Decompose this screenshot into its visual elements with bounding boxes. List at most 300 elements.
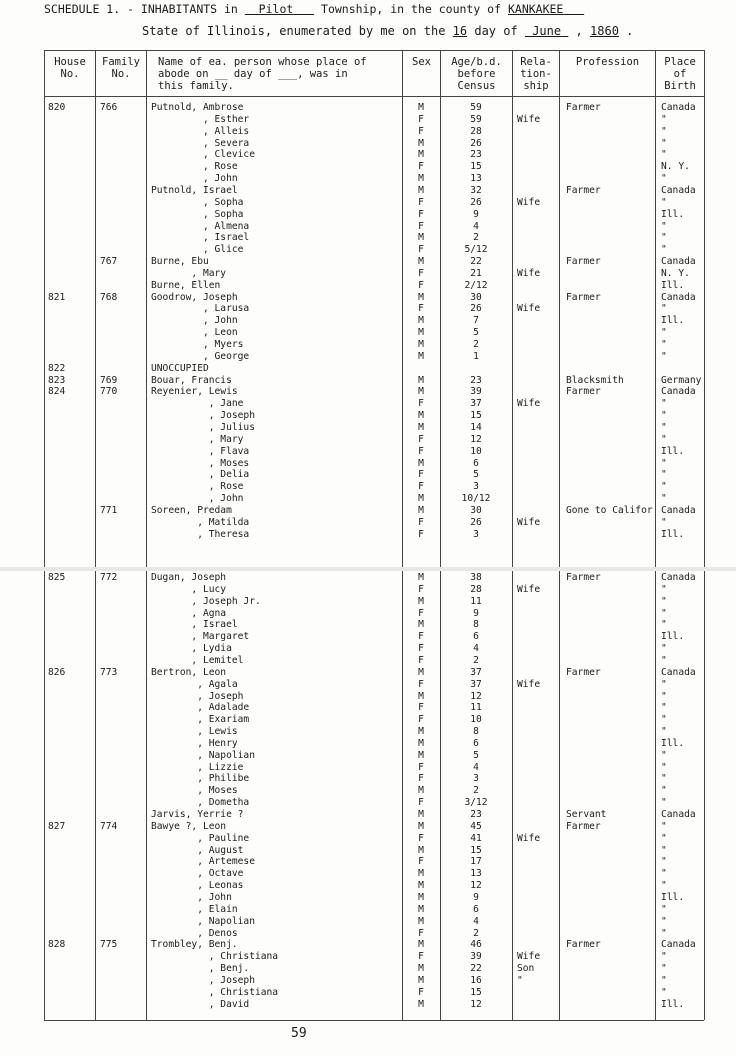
birthplace-value: " [661, 903, 667, 915]
enumeration-line: State of Illinois, enumerated by me on the 16 day of June , 1860 . [142, 24, 634, 38]
person-name: , Margaret [151, 631, 250, 643]
sex-value: M [418, 493, 424, 505]
person-name: , Lemitel [151, 654, 244, 666]
sex-value: F [418, 832, 424, 844]
col-header-name: Name of ea. person whose place of abode on __ day of ___, was in this family. [158, 56, 367, 92]
person-name: , Alleis [151, 125, 250, 137]
sex-value: M [418, 102, 424, 113]
birthplace-value: Canada [661, 386, 696, 398]
sex-value: M [418, 350, 424, 362]
month-value: June [532, 24, 562, 38]
age-value: 5 [473, 749, 479, 761]
family-number: 775 [100, 939, 118, 951]
birthplace-value: Ill. [661, 998, 685, 1010]
sex-value: F [418, 927, 424, 939]
day-value: 16 [452, 24, 468, 38]
relationship-value: Wife [517, 832, 541, 844]
birthplace-value: " [661, 137, 667, 149]
birthplace-value: Canada [661, 291, 696, 303]
relationship-value: Wife [517, 951, 541, 963]
birthplace-value: " [661, 469, 667, 481]
birthplace-value: " [661, 196, 667, 208]
age-value: 59 [470, 113, 482, 125]
col-line [146, 50, 147, 1020]
person-name: , John [151, 315, 238, 327]
age-value: 13 [470, 868, 482, 880]
year-value: 1860 [590, 24, 619, 38]
birthplace-value: " [661, 690, 667, 702]
col-line [95, 50, 96, 1020]
person-name: , David [151, 998, 250, 1010]
sex-value: F [418, 583, 424, 595]
birthplace-value: " [661, 974, 667, 986]
family-number: 773 [100, 666, 118, 678]
person-name: , Flava [151, 445, 250, 457]
birthplace-value: Ill. [661, 208, 685, 220]
sex-value: M [418, 809, 424, 820]
header-divider [44, 96, 704, 97]
relationship-value: " [517, 974, 523, 986]
sex-value: F [418, 607, 424, 619]
sex-value: M [418, 386, 424, 398]
birthplace-value: " [661, 702, 667, 714]
birthplace-value: " [661, 963, 667, 975]
age-value: 6 [473, 737, 479, 749]
sex-value: M [418, 737, 424, 749]
relationship-value: Wife [517, 516, 541, 528]
birthplace-value: " [661, 761, 667, 773]
person-name: , Sopha [151, 196, 244, 208]
age-value: 5 [473, 469, 479, 481]
person-name: , Pauline [151, 832, 250, 844]
person-name: , Lydia [151, 643, 232, 655]
birthplace-value: " [661, 749, 667, 761]
age-value: 37 [470, 398, 482, 410]
sex-value: M [418, 256, 424, 268]
sex-value: F [418, 702, 424, 714]
age-value: 2/12 [464, 279, 488, 291]
sex-value: F [418, 797, 424, 809]
person-name: , Esther [151, 113, 250, 125]
age-value: 39 [470, 951, 482, 963]
age-value: 26 [470, 137, 482, 149]
sex-value: F [418, 445, 424, 457]
birthplace-value: N. Y. [661, 267, 690, 279]
sex-value: F [418, 469, 424, 481]
col-line [655, 50, 656, 1020]
age-value: 8 [473, 726, 479, 738]
person-name: , Julius [151, 421, 255, 433]
table-bottom-border [44, 1020, 704, 1021]
profession-value: Farmer [566, 820, 601, 832]
birthplace-value: " [661, 820, 667, 832]
sex-value: M [418, 137, 424, 149]
sex-value: F [418, 113, 424, 125]
age-value: 11 [470, 702, 482, 714]
birthplace-value: Canada [661, 572, 696, 583]
person-name: , Rose [151, 161, 238, 173]
person-name: , Lizzie [151, 761, 244, 773]
person-name: Burne, Ebu [151, 256, 209, 268]
person-name: , Denos [151, 927, 238, 939]
birthplace-value: " [661, 773, 667, 785]
age-value: 2 [473, 654, 479, 666]
sex-value: F [418, 481, 424, 493]
birthplace-value: " [661, 481, 667, 493]
sex-value: M [418, 410, 424, 422]
family-number: 767 [100, 256, 118, 268]
person-name: , Agala [151, 678, 238, 690]
person-name: Jarvis, Yerrie ? [151, 809, 244, 820]
age-value: 26 [470, 303, 482, 315]
person-name: , Elain [151, 903, 238, 915]
birthplace-value: " [661, 726, 667, 738]
birthplace-value: " [661, 244, 667, 256]
person-name: , August [151, 844, 244, 856]
age-value: 26 [470, 196, 482, 208]
sex-value: F [418, 208, 424, 220]
birthplace-value: Ill. [661, 891, 685, 903]
sex-value: M [418, 785, 424, 797]
birthplace-value: " [661, 844, 667, 856]
age-value: 30 [470, 291, 482, 303]
person-name: , Joseph Jr. [151, 595, 261, 607]
sex-value: M [418, 291, 424, 303]
sex-value: M [418, 421, 424, 433]
person-name: , Joseph [151, 690, 244, 702]
age-value: 39 [470, 386, 482, 398]
age-value: 3 [473, 773, 479, 785]
person-name: , Lewis [151, 726, 238, 738]
person-name: , Octave [151, 868, 244, 880]
birthplace-value: " [661, 173, 667, 185]
county-value: KANKAKEE [507, 2, 564, 16]
birthplace-value: Canada [661, 666, 696, 678]
sex-value: M [418, 939, 424, 951]
age-value: 9 [473, 891, 479, 903]
birthplace-value: Ill. [661, 528, 685, 540]
age-value: 4 [473, 915, 479, 927]
sex-value: M [418, 690, 424, 702]
birthplace-value: " [661, 457, 667, 469]
person-name: , Dometha [151, 797, 250, 809]
age-value: 12 [470, 880, 482, 892]
person-name: , John [151, 891, 232, 903]
sex-value: F [418, 654, 424, 666]
birthplace-value: " [661, 714, 667, 726]
family-number: 769 [100, 374, 118, 386]
sex-value: F [418, 433, 424, 445]
person-name: Soreen, Predam [151, 504, 232, 516]
relationship-value: Wife [517, 267, 541, 279]
age-value: 6 [473, 903, 479, 915]
relationship-value: Wife [517, 583, 541, 595]
sex-value: M [418, 595, 424, 607]
house-number: 826 [48, 666, 66, 678]
age-value: 23 [470, 809, 482, 820]
person-name: , Leonas [151, 880, 244, 892]
birthplace-value: " [661, 339, 667, 350]
sex-value: M [418, 891, 424, 903]
page-number: 59 [291, 1026, 307, 1041]
birthplace-value: Ill. [661, 315, 685, 327]
sex-value: F [418, 528, 424, 540]
birthplace-value: " [661, 595, 667, 607]
sex-value: M [418, 974, 424, 986]
age-value: 22 [470, 963, 482, 975]
birthplace-value: " [661, 785, 667, 797]
profession-value: Farmer [566, 102, 601, 113]
state-label: State of Illinois, enumerated by me on the [142, 24, 446, 38]
person-name: , Leon [151, 327, 238, 339]
sex-value: F [418, 303, 424, 315]
age-value: 28 [470, 583, 482, 595]
age-value: 13 [470, 173, 482, 185]
sex-value: M [418, 457, 424, 469]
person-name: , Joseph [151, 974, 255, 986]
sex-value: F [418, 761, 424, 773]
township-value: Pilot [258, 2, 294, 16]
profession-value: Farmer [566, 939, 601, 951]
person-name: , Glice [151, 244, 244, 256]
profession-value: Farmer [566, 572, 601, 583]
person-name: Bouar, Francis [151, 374, 232, 386]
person-name: , Agna [151, 607, 227, 619]
age-value: 12 [470, 433, 482, 445]
birthplace-value: Canada [661, 256, 696, 268]
age-value: 12 [470, 690, 482, 702]
birthplace-value: Canada [661, 939, 696, 951]
age-value: 3/12 [464, 797, 488, 809]
birthplace-value: " [661, 678, 667, 690]
person-name: , Adalade [151, 702, 250, 714]
person-name: , Clevice [151, 149, 255, 161]
birthplace-value: " [661, 516, 667, 528]
age-value: 5 [473, 327, 479, 339]
age-value: 9 [473, 208, 479, 220]
age-value: 15 [470, 410, 482, 422]
person-name: , Philibe [151, 773, 250, 785]
age-value: 1 [473, 350, 479, 362]
birthplace-value: " [661, 797, 667, 809]
birthplace-value: " [661, 113, 667, 125]
age-value: 10 [470, 445, 482, 457]
col-header-relationship: Rela- tion- ship [520, 56, 552, 92]
person-name: UNOCCUPIED [151, 362, 209, 374]
age-value: 10/12 [461, 493, 491, 505]
birthplace-value: " [661, 149, 667, 161]
birthplace-value: Canada [661, 184, 696, 196]
age-value: 7 [473, 315, 479, 327]
person-name: , Severa [151, 137, 250, 149]
profession-value: Farmer [566, 256, 601, 268]
sex-value: F [418, 220, 424, 232]
relationship-value: Wife [517, 113, 541, 125]
sex-value: M [418, 327, 424, 339]
person-name: , Sopha [151, 208, 244, 220]
sex-value: M [418, 232, 424, 244]
person-name: , Myers [151, 339, 244, 350]
sex-value: F [418, 516, 424, 528]
house-number: 828 [48, 939, 66, 951]
person-name: , Napolian [151, 749, 255, 761]
age-value: 4 [473, 643, 479, 655]
person-name: , John [151, 493, 244, 505]
person-name: Reyenier, Lewis [151, 386, 238, 398]
sex-value: M [418, 666, 424, 678]
col-header-birthplace: Place of Birth [664, 56, 696, 92]
sex-value: M [418, 184, 424, 196]
birthplace-value: " [661, 654, 667, 666]
birthplace-value: N. Y. [661, 161, 690, 173]
day-of-label: day of [474, 24, 518, 38]
birthplace-value: Canada [661, 809, 696, 820]
sex-value: M [418, 173, 424, 185]
birthplace-value: " [661, 832, 667, 844]
profession-value: Blacksmith [566, 374, 624, 386]
sex-value: M [418, 844, 424, 856]
person-name: Bawye ?, Leon [151, 820, 227, 832]
sex-value: M [418, 963, 424, 975]
profession-value: Farmer [566, 386, 601, 398]
sex-value: M [418, 726, 424, 738]
sex-value: F [418, 196, 424, 208]
birthplace-value: " [661, 350, 667, 362]
person-name: , Christiana [151, 986, 279, 998]
sex-value: M [418, 903, 424, 915]
birthplace-value: Canada [661, 102, 696, 113]
sex-value: F [418, 986, 424, 998]
age-value: 16 [470, 974, 482, 986]
col-line [559, 50, 560, 1020]
age-value: 4 [473, 761, 479, 773]
sex-value: M [418, 998, 424, 1010]
house-number: 821 [48, 291, 66, 303]
birthplace-value: " [661, 868, 667, 880]
birthplace-value: Germany [661, 374, 702, 386]
col-line [704, 50, 705, 1020]
age-value: 9 [473, 607, 479, 619]
age-value: 10 [470, 714, 482, 726]
person-name: , George [151, 350, 250, 362]
age-value: 15 [470, 161, 482, 173]
birthplace-value: " [661, 433, 667, 445]
sex-value: M [418, 880, 424, 892]
house-number: 823 [48, 374, 66, 386]
page-fold [0, 567, 736, 571]
col-header-age: Age/b.d. before Census [451, 56, 502, 92]
sex-value: M [418, 315, 424, 327]
birthplace-value: " [661, 607, 667, 619]
birthplace-value: " [661, 125, 667, 137]
birthplace-value: " [661, 856, 667, 868]
sex-value: F [418, 856, 424, 868]
person-name: Putnold, Israel [151, 184, 238, 196]
col-line [44, 50, 45, 1020]
age-value: 14 [470, 421, 482, 433]
age-value: 28 [470, 125, 482, 137]
age-value: 6 [473, 631, 479, 643]
col-header-profession: Profession [575, 56, 640, 68]
birthplace-value: " [661, 303, 667, 315]
house-number: 822 [48, 362, 66, 374]
house-number: 825 [48, 572, 66, 583]
family-number: 770 [100, 386, 118, 398]
col-line [440, 50, 441, 1020]
birthplace-value: " [661, 410, 667, 422]
sex-value: F [418, 714, 424, 726]
age-value: 26 [470, 516, 482, 528]
age-value: 32 [470, 184, 482, 196]
house-number: 824 [48, 386, 66, 398]
birthplace-value: " [661, 583, 667, 595]
relationship-value: Wife [517, 303, 541, 315]
birthplace-value: Ill. [661, 737, 685, 749]
person-name: , Exariam [151, 714, 250, 726]
person-name: , Rose [151, 481, 244, 493]
age-value: 2 [473, 927, 479, 939]
person-name: , Theresa [151, 528, 250, 540]
birthplace-value: " [661, 421, 667, 433]
profession-value: Gone to Califor [566, 504, 653, 516]
col-header-house: House No. [54, 56, 86, 80]
person-name: , Larusa [151, 303, 250, 315]
sex-value: M [418, 820, 424, 832]
sex-value: F [418, 643, 424, 655]
person-name: , Delia [151, 469, 250, 481]
age-value: 23 [470, 149, 482, 161]
sex-value: M [418, 915, 424, 927]
birthplace-value: " [661, 327, 667, 339]
person-name: , Mary [151, 267, 227, 279]
person-name: , John [151, 173, 238, 185]
age-value: 2 [473, 785, 479, 797]
family-number: 768 [100, 291, 118, 303]
col-line [512, 50, 513, 1020]
relationship-value: Wife [517, 398, 541, 410]
age-value: 22 [470, 256, 482, 268]
profession-value: Servant [566, 809, 607, 820]
age-value: 6 [473, 457, 479, 469]
age-value: 46 [470, 939, 482, 951]
age-value: 15 [470, 986, 482, 998]
birthplace-value: Ill. [661, 445, 685, 457]
birthplace-value: " [661, 915, 667, 927]
profession-value: Farmer [566, 666, 601, 678]
age-value: 17 [470, 856, 482, 868]
age-value: 30 [470, 504, 482, 516]
sex-value: M [418, 374, 424, 386]
birthplace-value: " [661, 493, 667, 505]
house-number: 827 [48, 820, 66, 832]
age-value: 2 [473, 232, 479, 244]
person-name: Trombley, Benj. [151, 939, 238, 951]
township-suffix: Township, in the county of [321, 2, 502, 16]
person-name: , Mary [151, 433, 244, 445]
sex-value: F [418, 161, 424, 173]
person-name: Burne, Ellen [151, 279, 221, 291]
schedule-label: SCHEDULE 1. - INHABITANTS in [44, 2, 238, 16]
age-value: 38 [470, 572, 482, 583]
family-number: 774 [100, 820, 118, 832]
birthplace-value: Canada [661, 504, 696, 516]
person-name: , Matilda [151, 516, 250, 528]
col-header-family: Family No. [102, 56, 140, 80]
person-name: , Napolian [151, 915, 255, 927]
birthplace-value: " [661, 880, 667, 892]
birthplace-value: Ill. [661, 279, 685, 291]
person-name: , Almena [151, 220, 250, 232]
